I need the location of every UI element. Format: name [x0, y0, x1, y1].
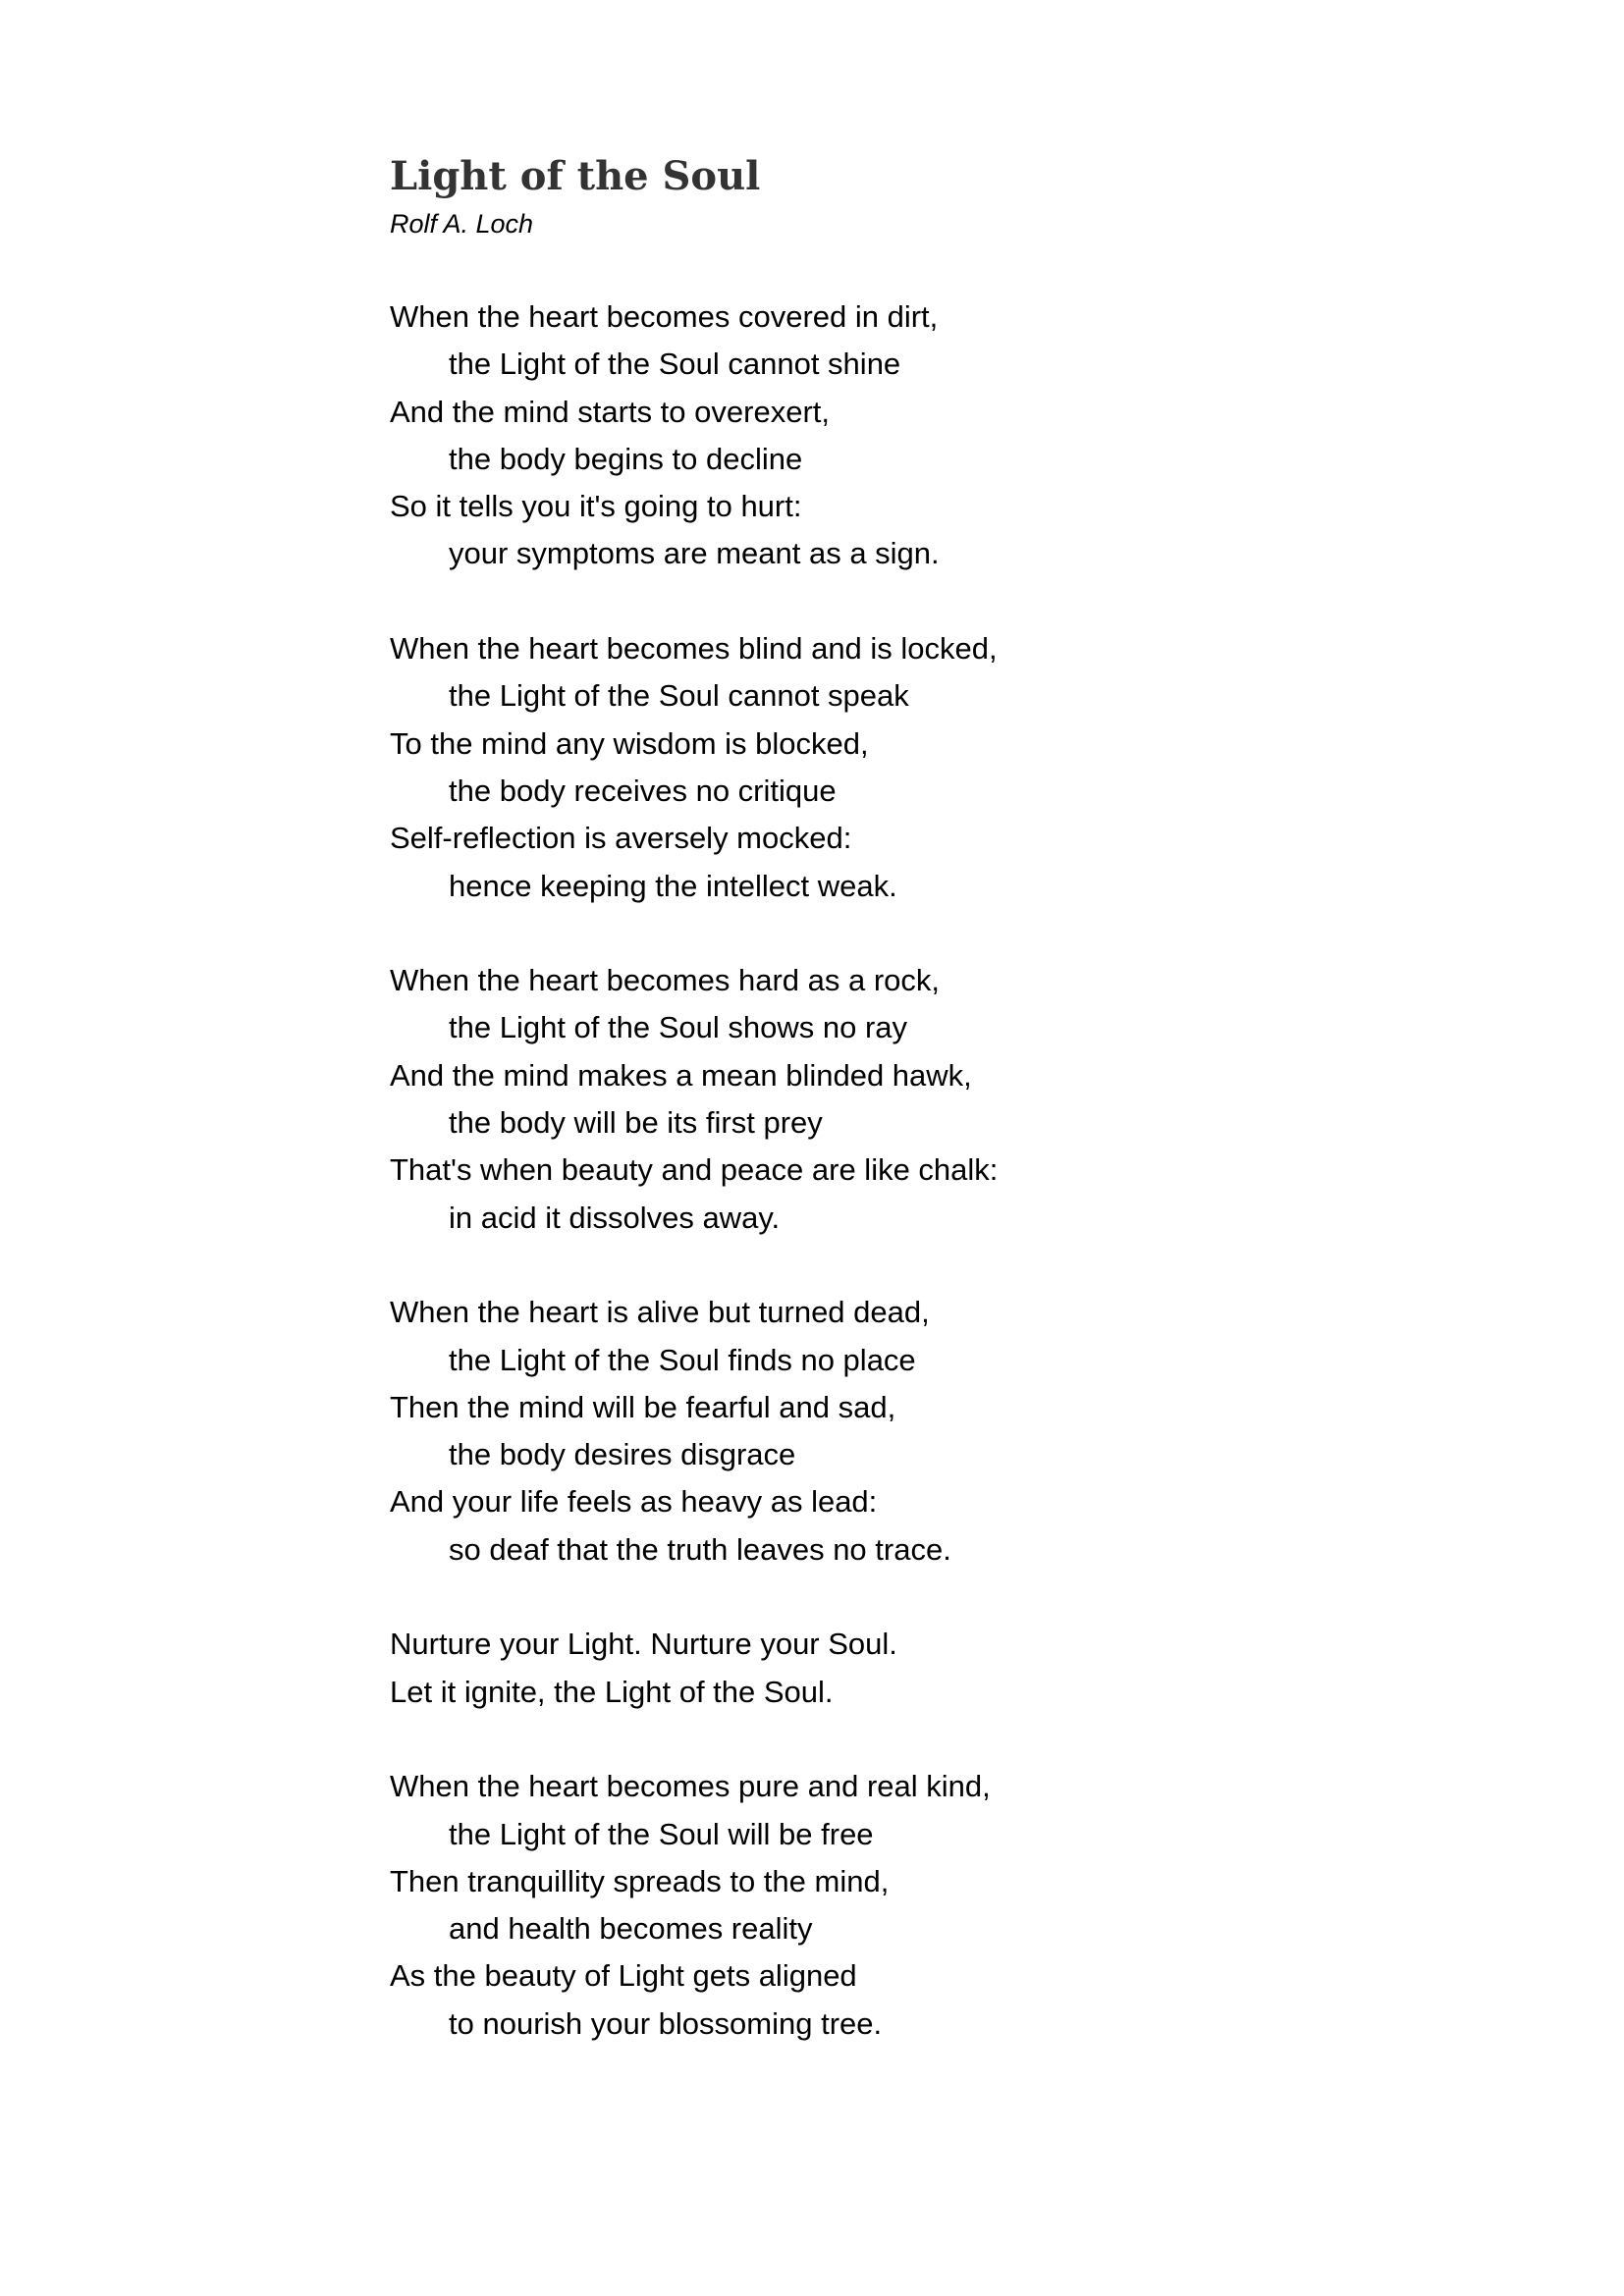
poem-body — [390, 294, 1470, 2095]
poem-line: When the heart becomes covered in dirt, — [390, 299, 939, 334]
poem-line: the body will be its first prey — [449, 1105, 823, 1141]
poem-line: And the mind makes a mean blinded hawk, — [390, 1057, 972, 1093]
poem-stanza — [390, 1621, 1470, 1716]
poem-line: the body desires disgrace — [449, 1437, 796, 1472]
poem-title: Light of the Soul — [390, 153, 761, 199]
poem-line: When the heart becomes hard as a rock, — [390, 963, 941, 998]
poem-stanza — [390, 625, 1470, 910]
poem-line: That's when beauty and peace are like chalk: — [390, 1152, 999, 1188]
poem-line: To the mind any wisdom is blocked, — [390, 725, 869, 761]
poem-stanza — [390, 957, 1470, 1242]
poem-line: your symptoms are meant as a sign. — [449, 536, 940, 571]
poem-line: And your life feels as heavy as lead: — [390, 1484, 878, 1520]
poem-author: Rolf A. Loch — [390, 209, 534, 239]
poem-line: As the beauty of Light gets aligned — [390, 1958, 857, 1994]
poem-line: So it tells you it's going to hurt: — [390, 489, 802, 524]
poem-line: the Light of the Soul finds no place — [449, 1342, 916, 1377]
poem-line: the Light of the Soul cannot speak — [449, 678, 909, 714]
poem-line: When the heart becomes blind and is locked, — [390, 631, 998, 667]
poem-line: to nourish your blossoming tree. — [449, 2005, 883, 2041]
poem-line: When the heart is alive but turned dead, — [390, 1295, 930, 1330]
poem-line: the body begins to decline — [449, 441, 803, 476]
poem-line: so deaf that the truth leaves no trace. — [449, 1531, 951, 1567]
poem-line: Nurture your Light. Nurture your Soul. — [390, 1627, 897, 1662]
poem-line: When the heart becomes pure and real kind, — [390, 1769, 991, 1804]
poem-line: in acid it dissolves away. — [449, 1200, 781, 1235]
poem-line: and health becomes reality — [449, 1911, 813, 1947]
poem-line: the body receives no critique — [449, 773, 837, 808]
poem-line: Then tranquillity spreads to the mind, — [390, 1863, 890, 1898]
poem-stanza — [390, 1763, 1470, 2048]
poem-line: the Light of the Soul cannot shine — [449, 347, 901, 382]
poem-line: hence keeping the intellect weak. — [449, 868, 897, 903]
poem-line: the Light of the Soul shows no ray — [449, 1010, 908, 1045]
poem-stanza — [390, 1289, 1470, 1574]
poem-line: Self-reflection is aversely mocked: — [390, 821, 852, 856]
poem-line: the Light of the Soul will be free — [449, 1816, 874, 1851]
poem-stanza — [390, 294, 1470, 578]
poem-line: Then the mind will be fearful and sad, — [390, 1389, 896, 1424]
poem-line: Let it ignite, the Light of the Soul. — [390, 1674, 834, 1709]
poem-line: And the mind starts to overexert, — [390, 394, 830, 429]
